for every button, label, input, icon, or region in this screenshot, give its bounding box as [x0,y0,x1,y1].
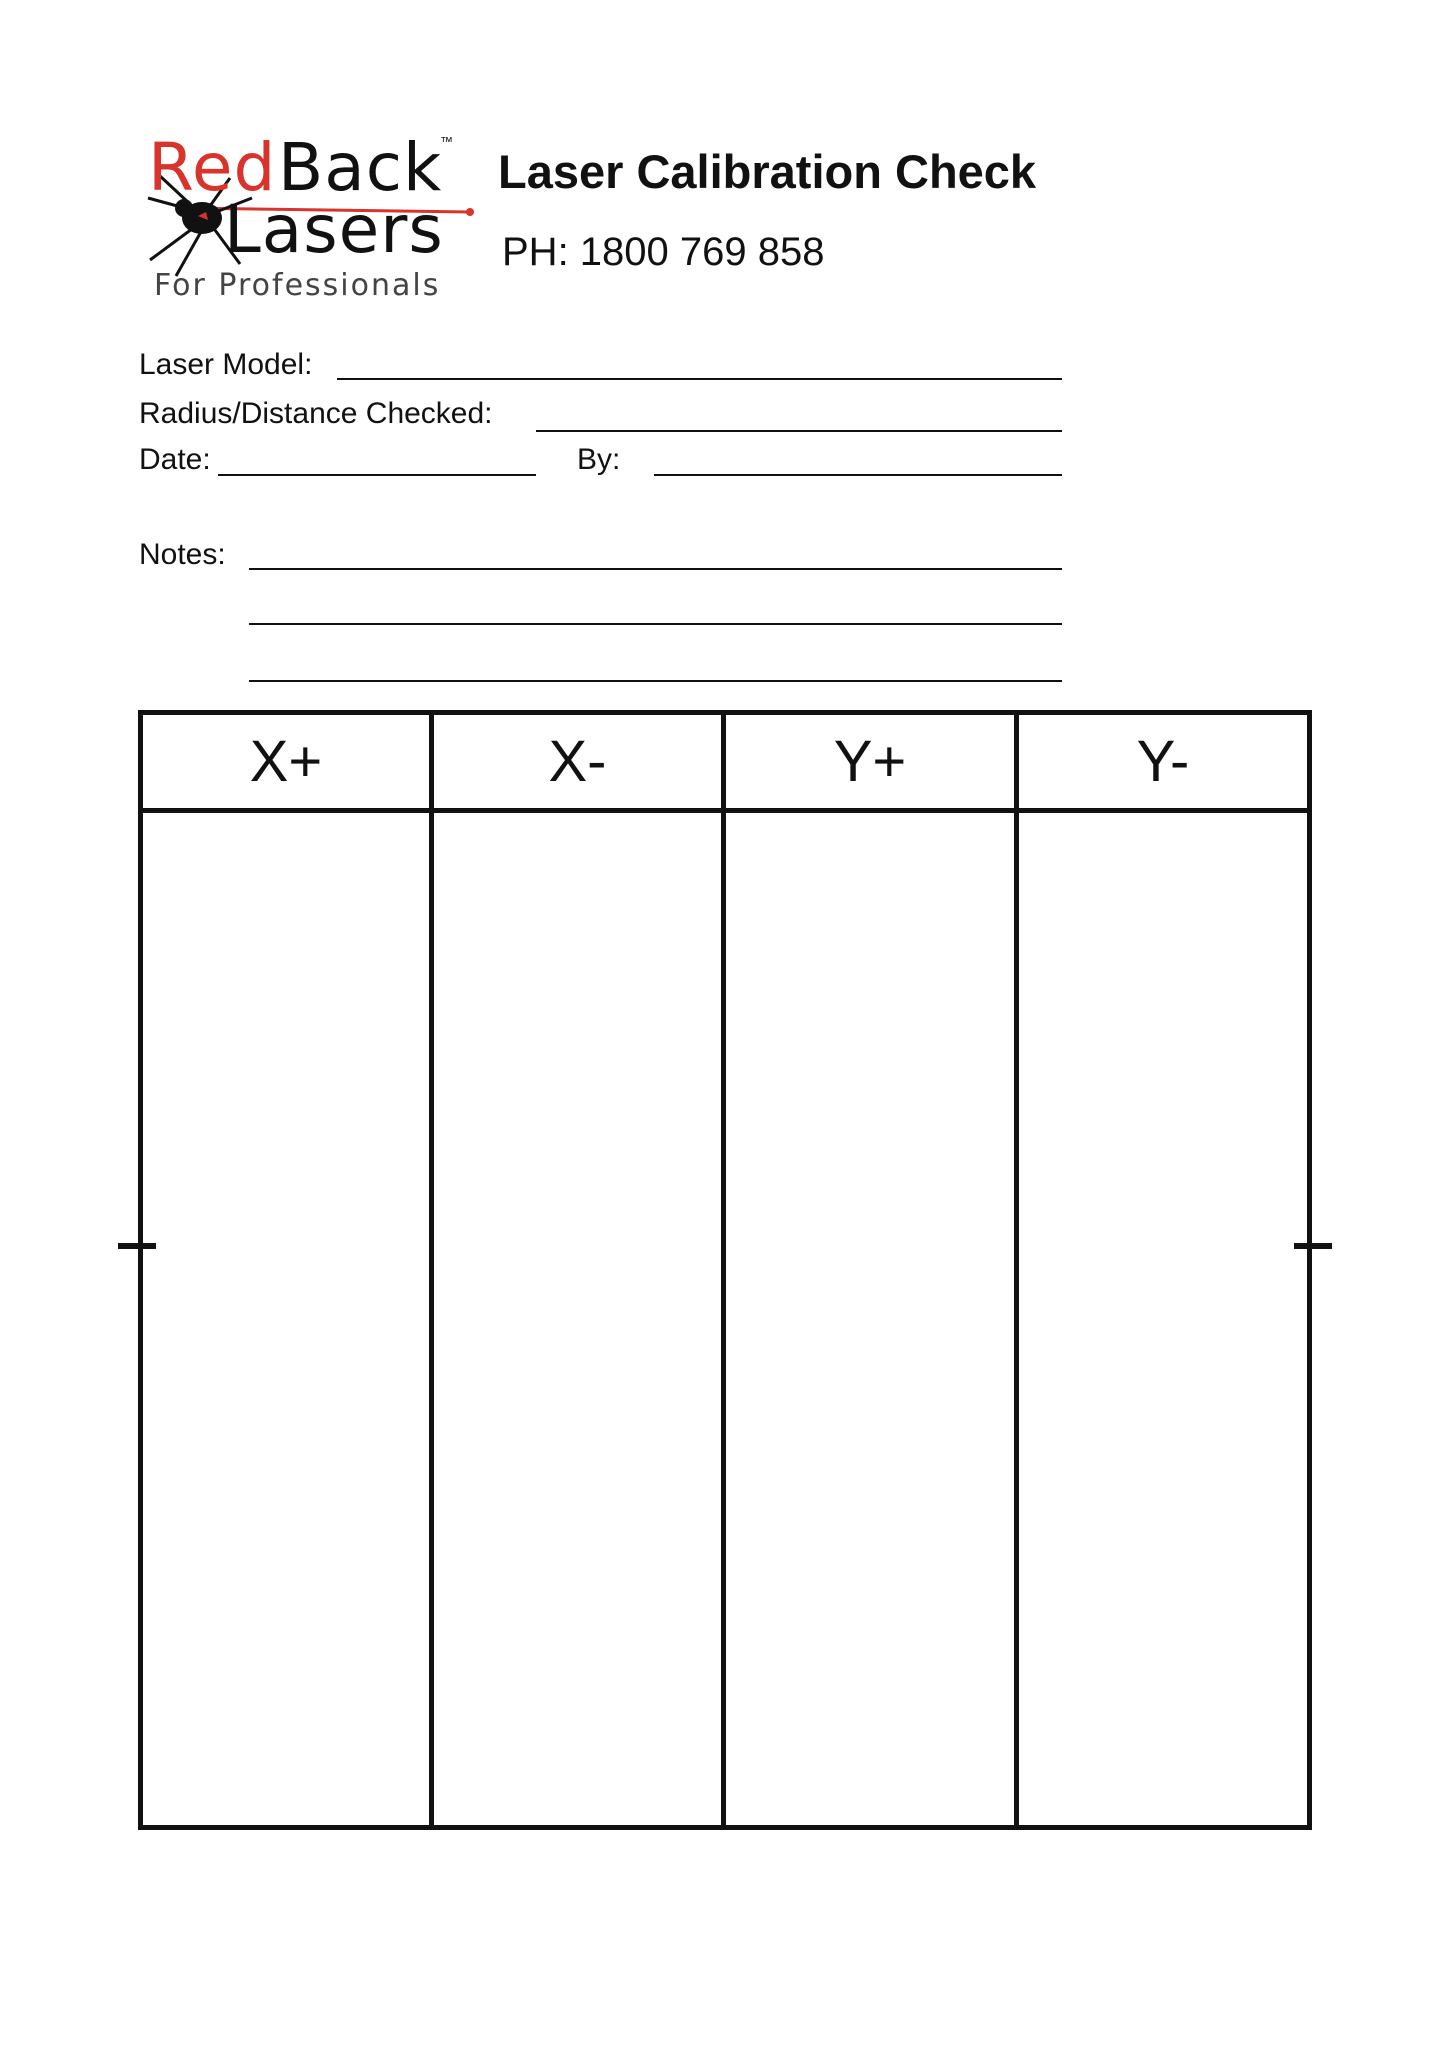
by-label: By: [577,443,621,476]
redback-lasers-logo [140,128,480,308]
right-tick-mark [1294,1243,1332,1249]
laser-model-field[interactable] [337,378,1062,380]
column-header-y-minus: Y- [1136,729,1190,794]
radius-field[interactable] [536,430,1062,432]
column-cell-y-plus[interactable] [726,813,1014,1825]
logo-brand-black: Back [278,129,443,206]
laser-model-label: Laser Model: [139,348,313,381]
logo-trademark: ™ [440,134,453,149]
notes-line-2[interactable] [249,623,1062,625]
logo-brand-line2: Lasers [224,191,444,268]
column-header-x-minus: X- [548,729,607,794]
column-cell-y-minus[interactable] [1019,813,1307,1825]
by-field[interactable] [654,474,1062,476]
left-tick-mark [118,1243,156,1249]
notes-line-3[interactable] [249,680,1062,682]
notes-line-1[interactable] [249,568,1062,570]
calibration-table [138,710,1312,1830]
radius-label: Radius/Distance Checked: [139,397,493,430]
logo-brand-red: Red [148,129,277,206]
column-header-y-plus: Y+ [833,729,907,794]
phone-number: PH: 1800 769 858 [502,230,825,274]
date-label: Date: [139,443,211,476]
column-cell-x-minus[interactable] [434,813,721,1825]
date-field[interactable] [218,474,536,476]
logo-tagline: For Professionals [154,268,441,303]
column-cell-x-plus[interactable] [143,813,429,1825]
notes-label: Notes: [139,538,226,571]
column-header-x-plus: X+ [249,729,323,794]
page-title: Laser Calibration Check [498,145,1037,198]
